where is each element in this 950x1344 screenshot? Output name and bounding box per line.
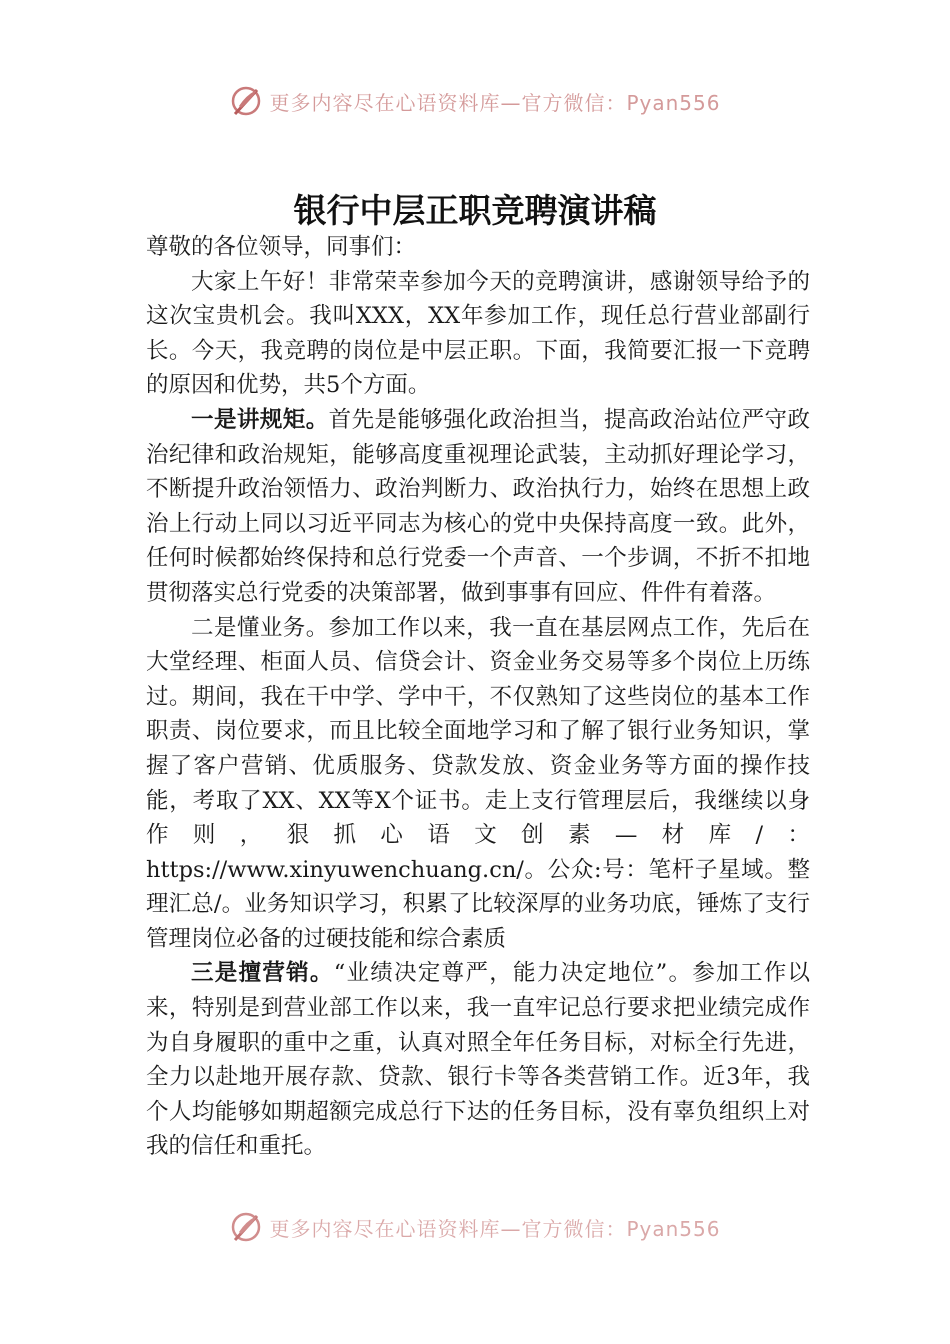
paragraph-1 <box>146 265 810 403</box>
paragraph-text: 大家上午好！非常荣幸参加今天的竞聘演讲，感谢领导给予的这次宝贵机会。我叫XXX，XX年参加工作，现任总行营业部副行长。今天，我竞聘的岗位是中层正职。下面，我简要汇报一下竞聘的原因和优势，共5个方面。 <box>146 268 810 399</box>
watermark-text: 更多内容尽在心语资料库—官方微信：Pyan556 <box>269 1216 721 1241</box>
paragraph-text: “业绩决定尊严，能力决定地位”。参加工作以来，特别是到营业部工作以来，我一直牢记总行要求把业绩完成作为自身履职的重中之重，认真对照全年任务目标，对标全行先进，全力以赴地开展存款、贷款、银行卡等各类营销工作。近3年，我个人均能够如期超额完成总行下达的任务目标，没有辜负组织上对我的信任和重托。 <box>146 960 810 1160</box>
paragraph-text: 首先是能够强化政治担当，提高政治站位严守政治纪律和政治规矩，能够高度重视理论武装，主动抓好理论学习，不断提升政治领悟力、政治判断力、政治执行力，始终在思想上政治上行动上同以习近平同志为核心的党中央保持高度一致。此外，任何时候都始终保持和总行党委一个声音、一个步调，不折不扣地贯彻落实总行党委的决策部署，做到事事有回应、件件有着落。 <box>146 406 810 606</box>
paragraph-lead: 一是讲规矩。 <box>191 406 329 433</box>
watermark-header <box>0 84 950 118</box>
paragraph-3 <box>146 611 810 957</box>
paragraph-text: 二是懂业务。参加工作以来，我一直在基层网点工作，先后在大堂经理、柜面人员、信贷会计、资金业务交易等多个岗位上历练过。期间，我在干中学、学中干，不仅熟知了这些岗位的基本工作职责、岗位要求，而且比较全面地学习和了解了银行业务知识，掌握了客户营销、优质服务、贷款发放、资金业务等方面的操作技能，考取了XX、XX等X个证书。走上支行管理层后，我继续以身作则，狠抓心语文创素—材库/：https://www.xinyuwenchuang.cn/。公众:号：笔杆子星域。整理汇总/。业务知识学习，积累了比较深厚的业务功底，锤炼了支行管理岗位必备的过硬技能和综合素质 <box>146 614 810 952</box>
quill-logo-icon <box>229 84 263 118</box>
salutation: 尊敬的各位领导，同事们： <box>146 234 417 260</box>
quill-logo-icon <box>229 1210 263 1244</box>
paragraph-4 <box>146 956 810 1164</box>
watermark-text: 更多内容尽在心语资料库—官方微信：Pyan556 <box>269 90 721 115</box>
paragraph-2 <box>146 403 810 611</box>
watermark-footer <box>0 1210 950 1244</box>
paragraph-lead: 三是擅营销。 <box>191 960 334 987</box>
document-title: 银行中层正职竞聘演讲稿 <box>293 191 657 230</box>
document-body <box>146 230 810 1164</box>
